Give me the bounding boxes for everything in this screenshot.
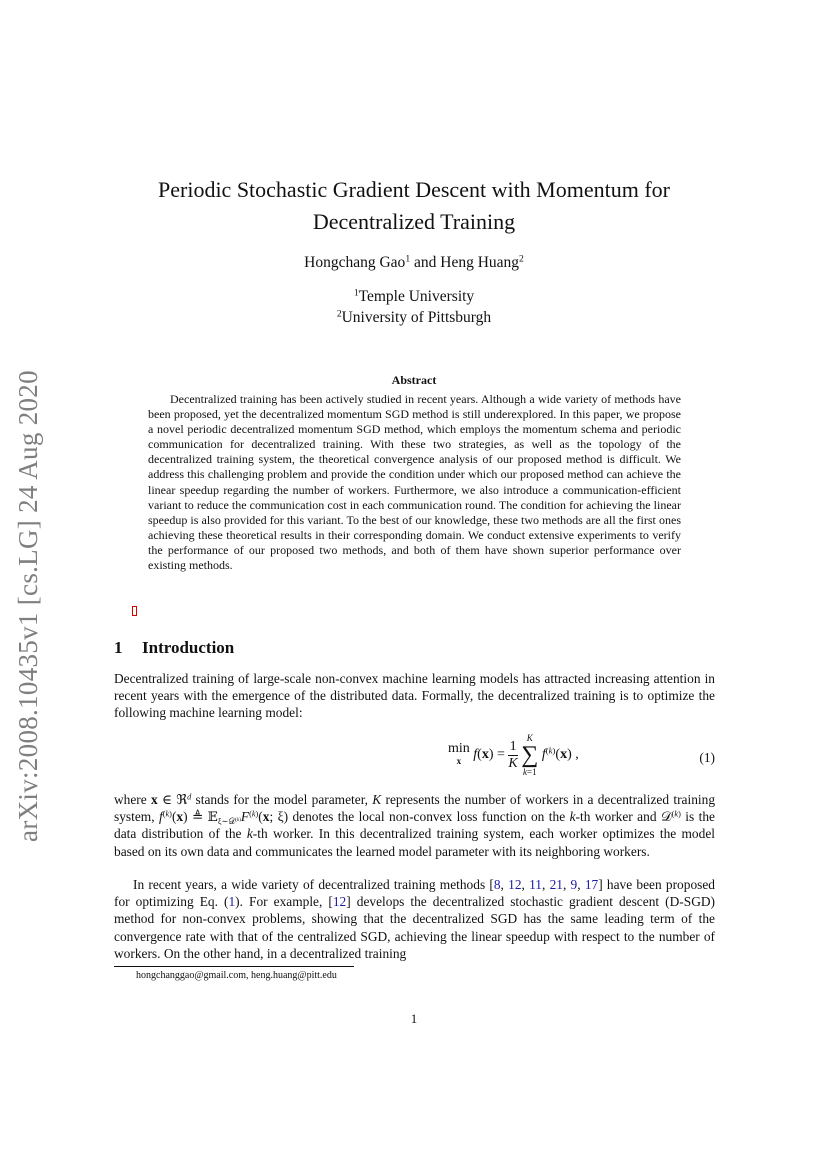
citation-link[interactable]: 9 (570, 877, 578, 892)
citation-link[interactable]: 11 (529, 877, 542, 892)
citation-link[interactable]: 17 (584, 877, 599, 892)
p2-text-c: represents the number of workers in a decentralized training system, (114, 792, 716, 825)
footnote-emails: hongchanggao@gmail.com, heng.huang@pitt.edu (136, 970, 337, 981)
author-name-1: Hongchang Gao (304, 254, 406, 271)
equation-1 (114, 732, 715, 782)
citation-link[interactable]: 12 (332, 894, 347, 910)
p3-text-b: ] have been proposed for optimizing Eq. ( (114, 877, 715, 910)
section-title: Introduction (142, 638, 235, 657)
intro-paragraph-3: In recent years, a wide variety of decentralized training methods [8, 12, 11, 21, 9, 17] have been proposed for optimizing Eq. (1). For example, [12] develops the decentralized stochastic gradient descent (D-SGD) method for non-convex problems, showing that the decentralized SGD has the same leading term of the convergence rate with that of the centralized SGD, achieving the linear speedup with respect to the number of workers. On the other hand, in a decentralized training (114, 877, 715, 961)
arxiv-identifier: arXiv:2008.10435v1 [cs.LG] 24 Aug 2020 (13, 370, 43, 842)
citation-link[interactable]: 12 (508, 877, 522, 892)
abstract-heading: Abstract (391, 373, 437, 387)
p3-text-d: ] develops the decentralized stochastic gradient descent (D-SGD) method for non-convex problems, showing that the decentralized SGD has the same leading term of the convergence rate with that of the centralized SGD, achieving the linear speedup with respect to the number of workers. On the other hand, in a decentralized training (114, 894, 715, 961)
equation-formula: min x f(x) = $\frac{1}{K}$ K ∑ k=1 $f^{(k)}(x)$ , (448, 733, 579, 777)
abstract-text: Decentralized training has been actively studied in recent years. Although a wide variety of methods have been proposed, yet the decentralized momentum SGD method is still underexplored. In this paper, we propose a novel periodic decentralized momentum SGD method, which employs the momentum schema and periodic communication for decentralized training. With these two strategies, as well as the topology of the decentralized training system, the theoretical convergence analysis of our proposed method is difficult. We address this challenging problem and provide the condition under which our proposed method can achieve the linear speedup regarding the number of workers. Furthermore, we also introduce a communication-efficient variant to reduce the communication cost in each communication round. The condition for achieving the linear speedup is also provided for this variant. To the best of our knowledge, these two methods are all the first ones achieving these theoretical results in their corresponding domain. We conduct extensive experiments to verify the performance of our proposed two methods, and both of them have shown superior performance over existing methods. (148, 392, 681, 573)
author-affil-mark-2: 2 (519, 253, 524, 265)
p3-text-c: ). For example, [ (235, 894, 333, 910)
author-affil-mark-1: 1 (405, 253, 411, 265)
footnote-rule (114, 966, 354, 967)
affiliations (100, 286, 728, 328)
p2-text-e: -th worker and (575, 809, 661, 825)
p2-text-g: -th worker. In this decentralized training system, each worker optimizes the model based on its own data and communicates the learned model parameter with its neighboring workers. (114, 826, 715, 859)
affiliation-name-1: Temple University (358, 288, 475, 305)
title-line-1: Periodic Stochastic Gradient Descent with Momentum for (158, 177, 670, 202)
intro-paragraph-1: Decentralized training of large-scale non-convex machine learning models has attracted increasing attention in recent years with the emergence of the distributed data. Formally, the decentralized training is to optimize the following machine learning model: (114, 671, 715, 721)
affiliation-mark-1: 1 (353, 287, 359, 299)
p2-text-d: denotes the local non-convex loss function on the (288, 809, 570, 825)
p2-text-b: stands for the model parameter, (191, 792, 373, 807)
author-list (100, 254, 728, 272)
author-name-2: Heng Huang (440, 254, 520, 271)
section-number: 1 (114, 638, 123, 657)
p2-text-a: where (114, 792, 152, 807)
equation-ref-link[interactable]: 1 (228, 894, 236, 910)
affiliation-2 (100, 307, 728, 328)
p3-text-a: In recent years, a wide variety of decentralized training methods [ (133, 877, 494, 892)
paper-title (100, 174, 728, 238)
p2-text-f: is the data distribution of the (114, 809, 715, 842)
author-connector: and (410, 254, 441, 271)
intro-paragraph-2: where x ∈ ℜ$^d$ stands for the model parameter, K represents the number of workers in a decentralized training system, $f^{(k)}(x)$ ≜ $𝔼_{\xi\sim 𝒟^{(k)}}F^{(k)}(x$; ξ) denotes the local non-convex loss function on the k-th worker and 𝒟$^{(k)}$ is the data distribution of the k-th worker. In this decentralized training system, each worker optimizes the model based on its own data and communicates the learned model parameter with its neighboring workers. (114, 792, 716, 859)
link-box-marker[interactable] (132, 606, 137, 616)
equation-number: (1) (699, 750, 715, 765)
page-number: 1 (410, 1011, 418, 1026)
affiliation-mark-2: 2 (336, 308, 342, 320)
citation-link[interactable]: 8 (493, 877, 501, 892)
affiliation-1 (100, 286, 728, 307)
section-heading (114, 638, 234, 658)
title-line-2: Decentralized Training (312, 209, 516, 234)
citation-link[interactable]: 21 (549, 877, 563, 892)
affiliation-name-2: University of Pittsburgh (341, 309, 492, 326)
